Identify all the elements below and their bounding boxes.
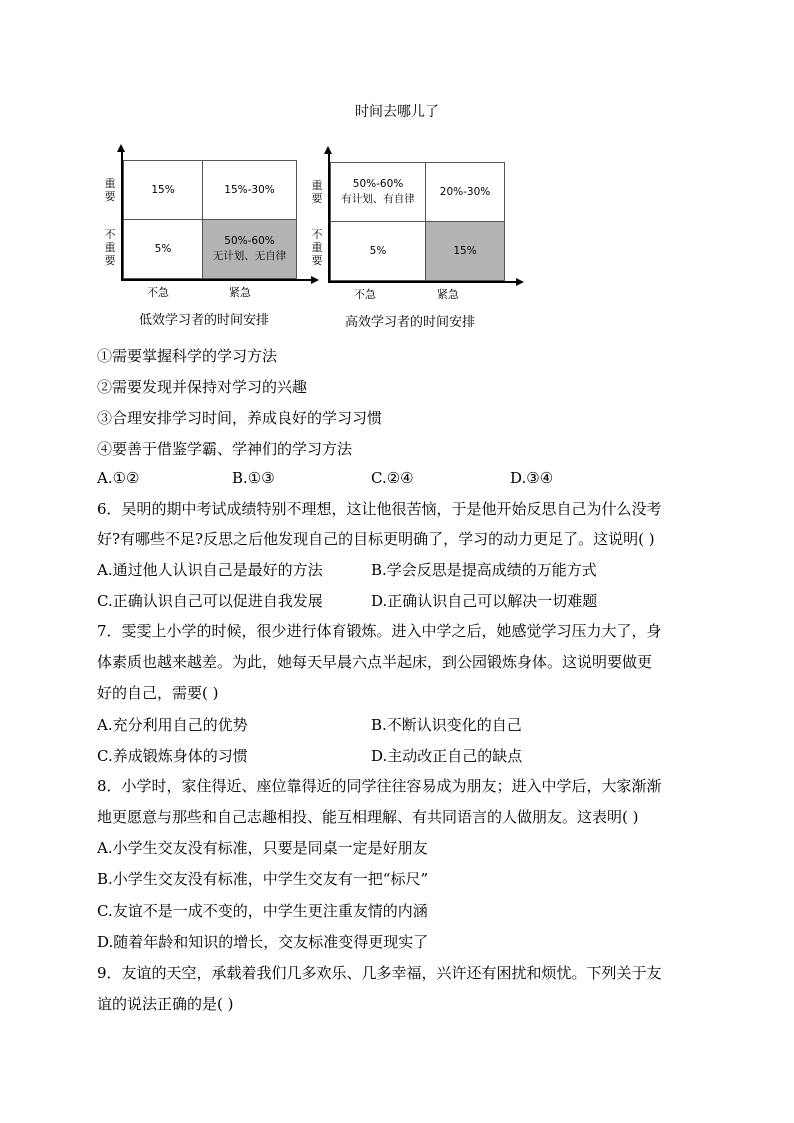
x-axis [121,279,313,281]
low-cell-unimportant-urgent [202,219,297,279]
high-y-label-unimportant: 不重要 [311,228,323,267]
high-cell-important-not-urgent [330,162,426,222]
low-cell-important-urgent [202,160,297,220]
cell-value: 20%-30% [439,185,491,198]
q7-stem-line-3: 好的自己，需要( ) [97,684,219,702]
q8-option-d[interactable]: D.随着年龄和知识的增长，交友标准变得更现实了 [97,933,429,951]
low-cell-unimportant-not-urgent [123,219,203,279]
q8-option-b[interactable]: B.小学生交友没有标准，中学生交友有一把“标尺” [97,870,429,888]
q8-stem-line-2: 地更愿意与那些和自己志趣相投、能互相理解、有共同语言的人做朋友。这表明( ) [97,808,639,826]
cell-note: 无计划、无自律 [212,250,287,262]
cell-value: 15% [453,244,477,257]
q5-option-d[interactable]: D.③④ [510,469,554,487]
q6-option-a[interactable]: A.通过他人认识自己是最好的方法 [97,561,323,579]
q6-option-b[interactable]: B.学会反思是提高成绩的万能方式 [371,561,597,579]
statement-3: ③合理安排学习时间，养成良好的学习习惯 [97,409,383,427]
q6-option-d[interactable]: D.正确认识自己可以解决一切难题 [371,592,598,610]
high-cell-important-urgent [425,162,505,222]
q8-option-a[interactable]: A.小学生交友没有标准，只要是同桌一定是好朋友 [97,839,428,857]
q6-stem-line-1: 6．吴明的期中考试成绩特别不理想，这让他很苦恼，于是他开始反思自己为什么没考 [97,500,662,518]
cell-value: 5% [154,242,172,255]
q8-stem-line-1: 8．小学时，家住得近、座位靠得近的同学往往容易成为朋友；进入中学后，大家渐渐 [97,777,662,795]
low-chart-caption: 低效学习者的时间安排 [139,313,270,328]
q7-stem-line-2: 体素质也越来越差。为此，她每天早晨六点半起床，到公园锻炼身体。这说明要做更 [97,653,653,671]
low-x-label-not-urgent: 不急 [147,286,169,299]
q7-stem-line-1: 7．雯雯上小学的时候，很少进行体育锻炼。进入中学之后，她感觉学习压力大了，身 [97,622,662,640]
figure-title: 时间去哪儿了 [355,104,439,120]
q9-stem-line-1: 9．友谊的天空，承载着我们几多欢乐、几多幸福，兴许还有困扰和烦忧。下列关于友 [97,964,662,982]
cell-value: 15%-30% [224,183,275,196]
q7-option-c[interactable]: C.养成锻炼身体的习惯 [97,747,248,765]
high-chart-caption: 高效学习者的时间安排 [345,315,476,330]
low-cell-important-not-urgent [123,160,203,220]
q8-option-c[interactable]: C.友谊不是一成不变的，中学生更注重友情的内涵 [97,902,428,920]
statement-1: ①需要掌握科学的学习方法 [97,347,278,365]
cell-value: 5% [369,244,387,257]
high-cell-unimportant-urgent [425,221,505,281]
q5-option-b[interactable]: B.①③ [232,469,275,487]
high-cell-unimportant-not-urgent [330,221,426,281]
q9-stem-line-2: 谊的说法正确的是( ) [97,995,234,1013]
q5-option-c[interactable]: C.②④ [371,469,414,487]
x-axis-arrow [311,276,319,284]
q7-option-d[interactable]: D.主动改正自己的缺点 [371,747,523,765]
statement-2: ②需要发现并保持对学习的兴趣 [97,378,308,396]
x-axis [328,281,518,283]
q7-option-b[interactable]: B.不断认识变化的自己 [371,716,522,734]
x-axis-arrow [516,278,524,286]
cell-note: 有计划、有自律 [341,193,415,205]
low-y-label-unimportant: 不重要 [104,228,116,267]
cell-value: 15% [151,183,175,196]
cell-value: 50%-60% [224,235,275,247]
cell-value: 50%-60% [352,178,404,190]
low-y-label-important: 重要 [104,177,116,203]
low-x-label-urgent: 紧急 [229,286,251,299]
high-x-label-urgent: 紧急 [437,288,459,301]
q6-option-c[interactable]: C.正确认识自己可以促进自我发展 [97,592,323,610]
statement-4: ④要善于借鉴学霸、学神们的学习方法 [97,440,353,458]
high-x-label-not-urgent: 不急 [354,288,376,301]
q7-option-a[interactable]: A.充分利用自己的优势 [97,716,248,734]
high-y-label-important: 重要 [311,179,323,205]
q5-option-a[interactable]: A.①② [97,469,140,487]
q6-stem-line-2: 好?有哪些不足?反思之后他发现自己的目标更明确了，学习的动力更足了。这说明( ) [97,530,655,548]
